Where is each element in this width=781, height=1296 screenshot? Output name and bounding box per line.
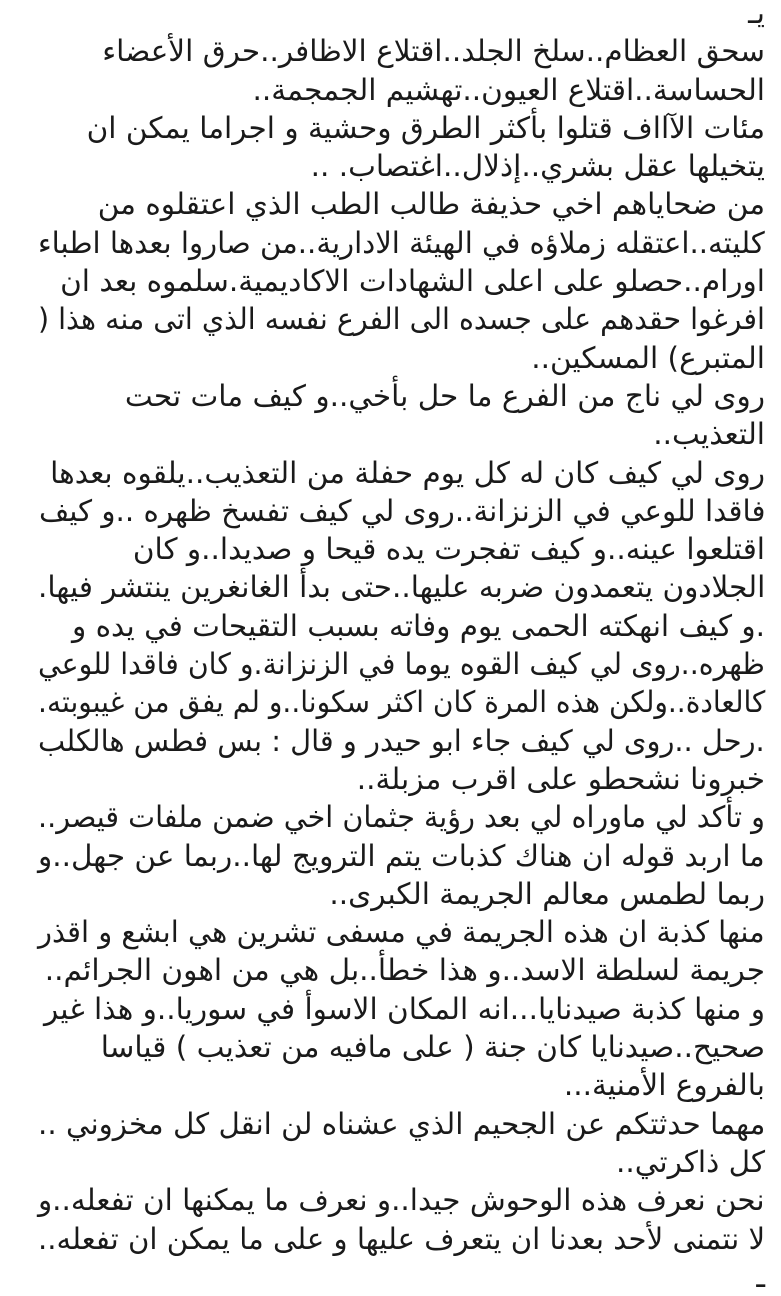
text-line: و منها كذبة صيدنايا...انه المكان الاسوأ في سوريا..و هذا غير [44,991,765,1026]
text-line: روى لي كيف كان له كل يوم حفلة من التعذيب..يلقوه بعدها [50,455,765,490]
text-line: منها كذبة ان هذه الجريمة في مسفى تشرين هي ابشع و اقذر [38,915,765,950]
text-line: افرغوا حقدهم على جسده الى الفرع نفسه الذي اتى منه هذا ( [38,302,765,337]
text-line: مئات الآااف قتلوا بأكثر الطرق وحشية و اجراما يمكن ان [86,110,765,145]
text-line: التعذيب.. [653,417,765,452]
text-line: كليته..اعتقله زملاؤه في الهيئة الادارية..من صاروا بعدها اطباء [38,225,765,260]
text-line: روى لي ناج من الفرع ما حل بأخي..و كيف مات تحت [124,378,765,413]
text-line: يتخيلها عقل بشري..إذلال..اغتصاب. .. [310,149,765,184]
document-text [28,0,781,1296]
text-line: بالفروع الأمنية... [563,1068,765,1103]
text-line: لا نتمنى لأحد بعدنا ان يتعرف عليها و على ما يمكن ان تفعله.. [37,1221,765,1256]
text-line: فاقدا للوعي في الزنزانة..روى لي كيف تفسخ ظهره ..و كيف [38,493,765,528]
text-line: جريمة لسلطة الاسد..و هذا خطأ..بل هي من اهون الجرائم.. [44,953,765,988]
text-line: .رحل ..روى لي كيف جاء ابو حيدر و قال : بس فطس هالكلب [38,723,765,758]
text-line: نحن نعرف هذه الوحوش جيدا..و نعرف ما يمكنها ان تفعله..و [38,1183,765,1218]
text-line-clipped-top: يـ [748,0,765,30]
text-line-clipped-bottom: ـ [756,1259,765,1294]
text-line: كل ذاكرتي.. [616,1144,765,1179]
text-line: ما اربد قوله ان هناك كذبات يتم الترويج لها..ربما عن جهل..و [38,838,765,873]
text-line: خبرونا نشحطو على اقرب مزبلة.. [356,761,765,796]
text-line: .و كيف انهكته الحمى يوم وفاته بسبب التقيحات في يده و [71,608,765,643]
text-line: الحساسة..اقتلاع العيون..تهشيم الجمجمة.. [252,72,765,107]
text-line: صحيح..صيدنايا كان جنة ( على مافيه من تعذيب ) قياسا [100,1030,765,1065]
text-line: ظهره..روى لي كيف القوه يوما في الزنزانة.و كان فاقدا للوعي [38,647,765,682]
text-line: سحق العظام..سلخ الجلد..اقتلاع الاظافر..حرق الأعضاء [102,34,765,69]
text-line: و تأكد لي ماوراه لي بعد رؤية جثمان اخي ضمن ملفات قيصر.. [38,800,765,835]
text-line: المتبرع) المسكين.. [531,340,765,375]
text-line: من ضحاياهم اخي حذيفة طالب الطب الذي اعتقلوه من [97,187,765,222]
text-line: كالعادة..ولكن هذه المرة كان اكثر سكونا..و لم يفق من غيبوبته. [37,685,765,720]
document-page [28,0,781,1294]
text-line: ربما لطمس معالم الجريمة الكبرى.. [329,876,765,911]
text-line: اورام..حصلو على اعلى الشهادات الاكاديمية.سلموه بعد ان [60,264,765,299]
text-line: اقتلعوا عينه..و كيف تفجرت يده قيحا و صديدا..و كان [132,532,765,567]
text-line: مهما حدثتكم عن الجحيم الذي عشناه لن انقل كل مخزوني .. [37,1106,765,1141]
text-line: الجلادون يتعمدون ضربه عليها..حتى بدأ الغانغرين ينتشر فيها. [37,570,765,605]
